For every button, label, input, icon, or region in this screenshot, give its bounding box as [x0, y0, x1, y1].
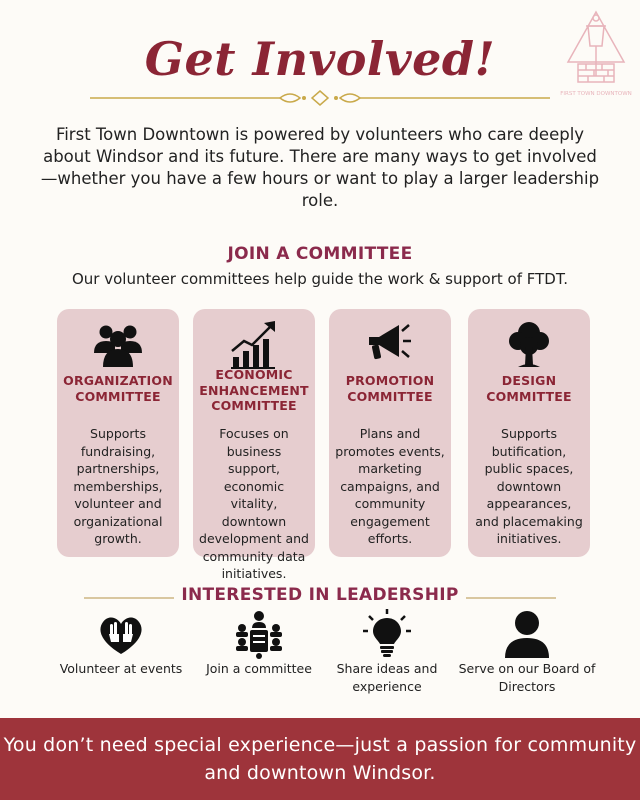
join-committee-subheading: Our volunteer committees help guide the work & support of FTDT. [71, 270, 568, 288]
join-committee-heading: JOIN A COMMITTEE [227, 244, 413, 264]
heart-hands-icon [95, 608, 147, 660]
leadership-heading: INTERESTED IN LEADERSHIP [181, 585, 459, 605]
committee-card-organization [57, 309, 179, 557]
growth-chart-icon [227, 317, 281, 371]
leadership-label: Volunteer at events [59, 661, 183, 676]
committee-title: DESIGN COMMITTEE [486, 373, 572, 404]
committee-description: Focuses on business support, economic vitality, downtown development and community data initiatives. [199, 426, 309, 581]
logo-text: FIRST TOWN DOWNTOWN [560, 91, 632, 97]
page-title: Get Involved! [144, 32, 496, 86]
ornament-divider-icon [90, 88, 550, 108]
person-icon [501, 608, 553, 660]
committee-description: Supports butification, public spaces, downtown appearances, and placemaking initiatives. [475, 426, 583, 546]
meeting-table-icon [233, 608, 285, 660]
leadership-item-board [452, 608, 602, 695]
committee-description: Supports fundraising, partnerships, memberships, volunteer and organizational growth. [73, 426, 163, 546]
committee-description: Plans and promotes events, marketing campaigns, and community engagement efforts. [335, 426, 445, 546]
intro-paragraph: First Town Downtown is powered by volunteers who care deeply about Windsor and its future. There are many ways to get involved—whether you have a few hours or want to play a larger leadership role. [40, 125, 600, 210]
committee-title: ORGANIZATION COMMITTEE [63, 373, 173, 404]
leadership-item-volunteer [46, 608, 196, 678]
committee-title: ECONOMIC ENHANCEMENT COMMITTEE [199, 367, 309, 413]
leadership-label: Join a committee [206, 661, 312, 676]
committee-card-economic [193, 309, 315, 581]
footer-banner [0, 718, 640, 800]
leadership-label: Share ideas and experience [336, 661, 438, 694]
megaphone-icon [363, 317, 417, 371]
lightbulb-icon [361, 608, 413, 660]
group-people-icon [91, 317, 145, 371]
footer-text: You don’t need special experience—just a passion for community and downtown Windsor. [3, 734, 637, 784]
leadership-item-ideas [312, 608, 462, 695]
leadership-label: Serve on our Board of Directors [458, 661, 596, 694]
committee-card-promotion [329, 309, 451, 557]
tree-icon [502, 317, 556, 371]
committee-title: PROMOTION COMMITTEE [345, 373, 435, 404]
committee-card-design [468, 309, 590, 557]
